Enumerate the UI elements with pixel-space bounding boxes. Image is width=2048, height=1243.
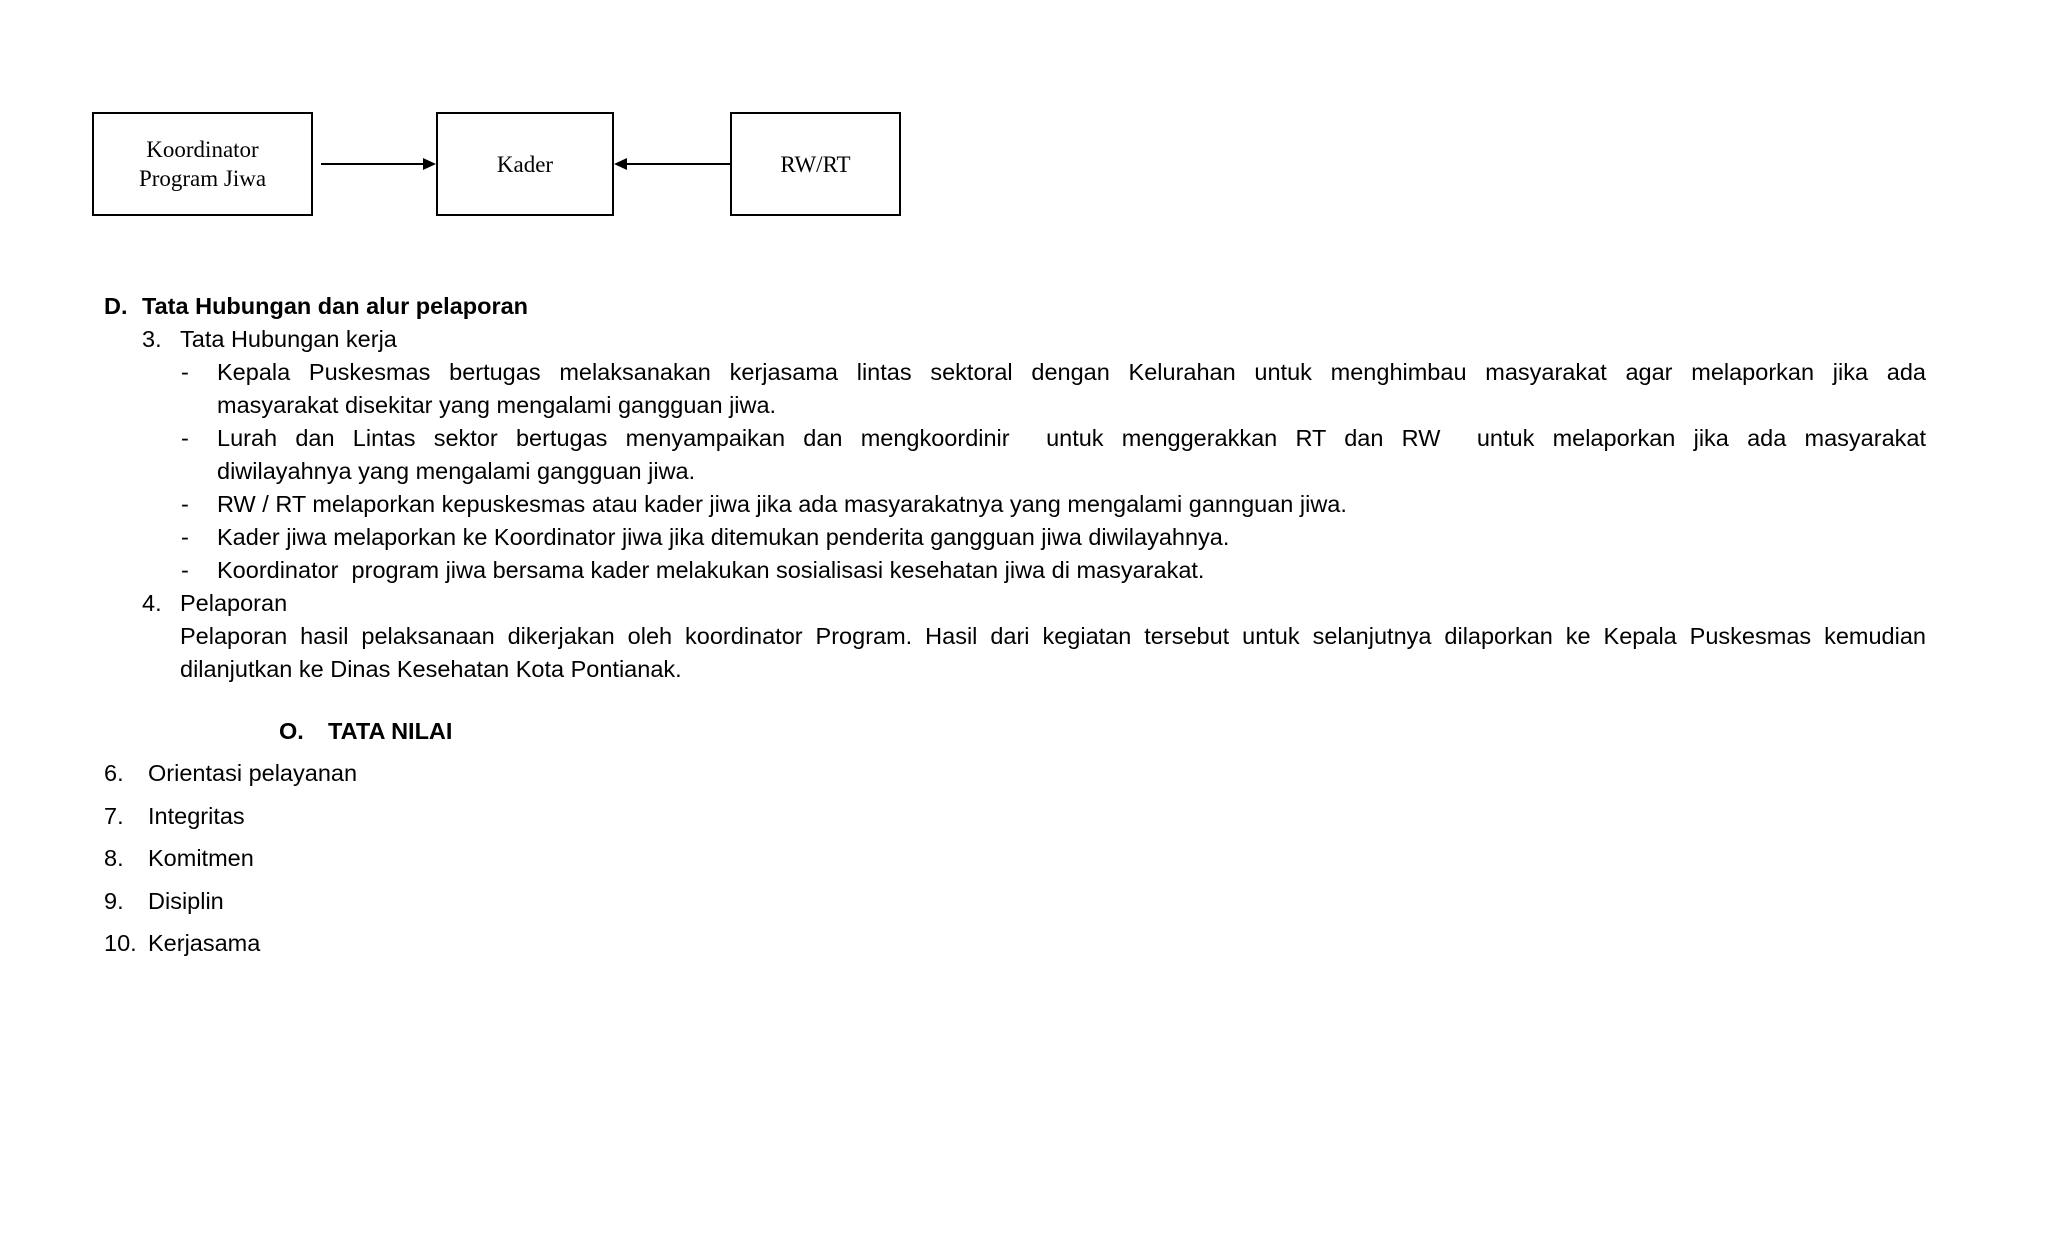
list-item-label: Integritas [148, 803, 245, 829]
arrow-line-rwrt-kader [626, 163, 730, 165]
section-d-title: Tata Hubungan dan alur pelaporan [142, 293, 529, 319]
arrowhead-right-icon [423, 158, 436, 170]
list-item-label: Orientasi pelayanan [148, 760, 358, 786]
list-item-number: 6. [104, 760, 124, 786]
box-label: RW/RT [780, 151, 851, 177]
list-item-number: 9. [104, 888, 124, 914]
diagram-box-koordinator [92, 112, 313, 216]
bullet-dash: - [181, 524, 189, 550]
bullet-dash: - [181, 425, 189, 451]
bullet-5-line1: Koordinator program jiwa bersama kader melakukan sosialisasi kesehatan jiwa di masyarakat. [217, 557, 1205, 583]
item4-number: 4. [142, 590, 162, 616]
list-item-number: 8. [104, 845, 124, 871]
box-label: Kader [496, 151, 554, 177]
bullet-3-line1: RW / RT melaporkan kepuskesmas atau kader jiwa jika ada masyarakatnya yang mengalami gannguan jiwa. [217, 491, 1347, 517]
bullet-dash: - [181, 359, 189, 385]
list-item-label: Komitmen [148, 845, 254, 871]
section-o-title: TATA NILAI [328, 718, 453, 744]
bullet-1-line2: masyarakat disekitar yang mengalami gangguan jiwa. [217, 392, 777, 418]
item3-number: 3. [142, 326, 162, 352]
bullet-dash: - [181, 557, 189, 583]
bullet-dash: - [181, 491, 189, 517]
arrow-line-koordinator-kader [321, 163, 425, 165]
list-item-label: Disiplin [148, 888, 224, 914]
diagram-box-rwrt [730, 112, 901, 216]
item4-title: Pelaporan [180, 590, 288, 616]
item3-title: Tata Hubungan kerja [180, 326, 397, 352]
item4-paragraph-line1: Pelaporan hasil pelaksanaan dikerjakan oleh koordinator Program. Hasil dari kegiatan tersebut untuk selanjutnya dilaporkan ke Kepala Puskesmas kemudian [180, 623, 1926, 649]
item4-paragraph-line2: dilanjutkan ke Dinas Kesehatan Kota Pontianak. [180, 656, 682, 682]
bullet-2-line2: diwilayahnya yang mengalami gangguan jiwa. [217, 458, 696, 484]
list-item-number: 7. [104, 803, 124, 829]
bullet-4-line1: Kader jiwa melaporkan ke Koordinator jiwa jika ditemukan penderita gangguan jiwa diwilayahnya. [217, 524, 1230, 550]
section-d-marker: D. [104, 293, 128, 319]
bullet-2-line1: Lurah dan Lintas sektor bertugas menyampaikan dan mengkoordinir untuk menggerakkan RT dan RW untuk melaporkan jika ada masyarakat [217, 425, 1926, 451]
diagram-box-kader [436, 112, 614, 216]
box-label-line1: Koordinator [146, 137, 259, 162]
bullet-1-line1: Kepala Puskesmas bertugas melaksanakan kerjasama lintas sektoral dengan Kelurahan untuk menghimbau masyarakat agar melaporkan jika ada [217, 359, 1926, 385]
box-label-line2: Program Jiwa [138, 166, 267, 191]
list-item-number: 10. [104, 930, 137, 956]
arrowhead-left-icon [614, 158, 627, 170]
list-item-label: Kerjasama [148, 930, 261, 956]
section-o-marker: O. [279, 718, 304, 744]
